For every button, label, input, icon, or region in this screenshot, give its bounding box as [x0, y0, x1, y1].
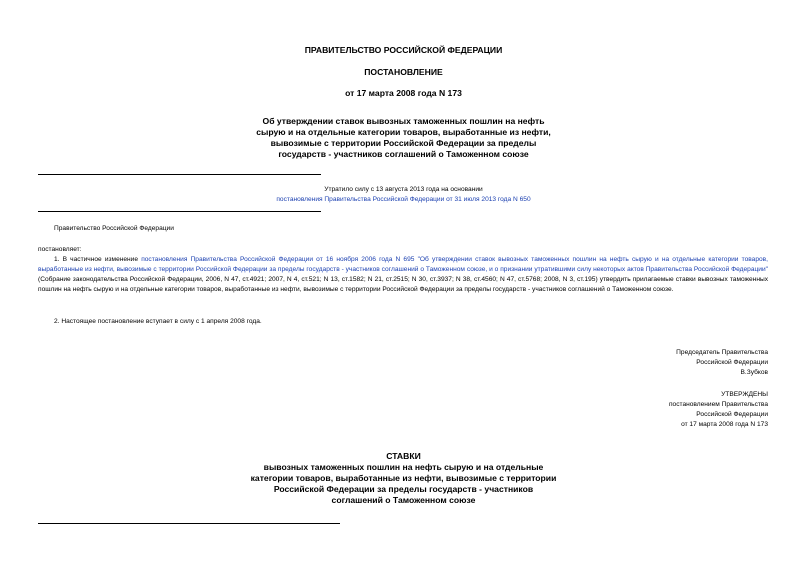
divider-line: [38, 174, 321, 175]
appendix-title: СТАВКИ: [386, 451, 421, 461]
title-line: государств - участников соглашений о Таможенном союзе: [278, 149, 529, 159]
appendix-subtitle-line: соглашений о Таможенном союзе: [331, 495, 476, 505]
signature-block: [676, 348, 768, 378]
decides-text: постановляет:: [38, 246, 82, 253]
approval-line: от 17 марта 2008 года N 173: [681, 421, 768, 428]
paragraph-2: 2. Настоящее постановление вступает в силу с 1 апреля 2008 года.: [54, 318, 262, 325]
approval-line: УТВЕРЖДЕНЫ: [721, 391, 768, 398]
title-line: сырую и на отдельные категории товаров, выработанные из нефти,: [256, 127, 551, 137]
amended-act-link[interactable]: постановления Правительства Российской Федерации от 16 ноября 2006 года N 695 "Об утверждении ставок вывозных таможенных пошлин на нефть сырую и на отдельные категории товаров, выработанные из нефти, вывозимые с территории Российской Федерации за пределы государств - участников соглашений о Таможенном союзе, и о признании утратившими силу некоторых актов Правительства Российской Федерации": [38, 256, 768, 273]
repeal-act-link[interactable]: постановления Правительства Российской Федерации от 31 июля 2013 года N 650: [276, 196, 531, 203]
appendix-subtitle-line: категории товаров, выработанные из нефти, вывозимые с территории: [250, 473, 557, 483]
approval-block: [669, 390, 768, 430]
approval-line: Российской Федерации: [696, 411, 768, 418]
paragraph-1-start: 1. В частичное изменение: [54, 256, 142, 263]
appendix-subtitle-line: вывозных таможенных пошлин на нефть сырую и на отдельные: [263, 462, 544, 472]
title-line: вывозимые с территории Российской Федерации за пределы: [270, 138, 537, 148]
divider-line: [38, 211, 321, 212]
signer-position: Председатель Правительства: [676, 349, 768, 356]
status-link-line: [0, 195, 807, 205]
appendix-subtitle-line: Российской Федерации за пределы государств - участников: [273, 484, 534, 494]
title-line: Об утверждении ставок вывозных таможенных пошлин на нефть: [262, 116, 545, 126]
issuer-text: Правительство Российской Федерации: [54, 225, 174, 232]
document-type-heading: ПОСТАНОВЛЕНИЕ: [364, 67, 443, 77]
signer-name: В.Зубков: [740, 369, 768, 376]
document-date-number: от 17 марта 2008 года N 173: [345, 88, 462, 98]
approval-line: постановлением Правительства: [668, 401, 768, 408]
paragraph-1-rest: (Собрание законодательства Российской Федерации, 2006, N 47, ст.4921; 2007, N 4, ст.521; N 13, ст.1582; N 21, ст.2515; N 30, ст.3937; N 38, ст.4560; N 47, ст.5768; 2008, N 3, ст.195) утвердить прилагаемые ставки вывозных таможенных пошлин на нефть сырую и на отдельные категории товаров, выработанные из нефти, вывозимые с территории Российской Федерации за пределы государств - участников соглашений о Таможенном союзе.: [38, 276, 768, 293]
government-heading: ПРАВИТЕЛЬСТВО РОССИЙСКОЙ ФЕДЕРАЦИИ: [304, 45, 503, 55]
status-note: Утратило силу с 13 августа 2013 года на основании: [324, 186, 483, 193]
divider-line: [38, 523, 340, 524]
signer-position: Российской Федерации: [696, 359, 768, 366]
paragraph-1: [38, 255, 768, 295]
